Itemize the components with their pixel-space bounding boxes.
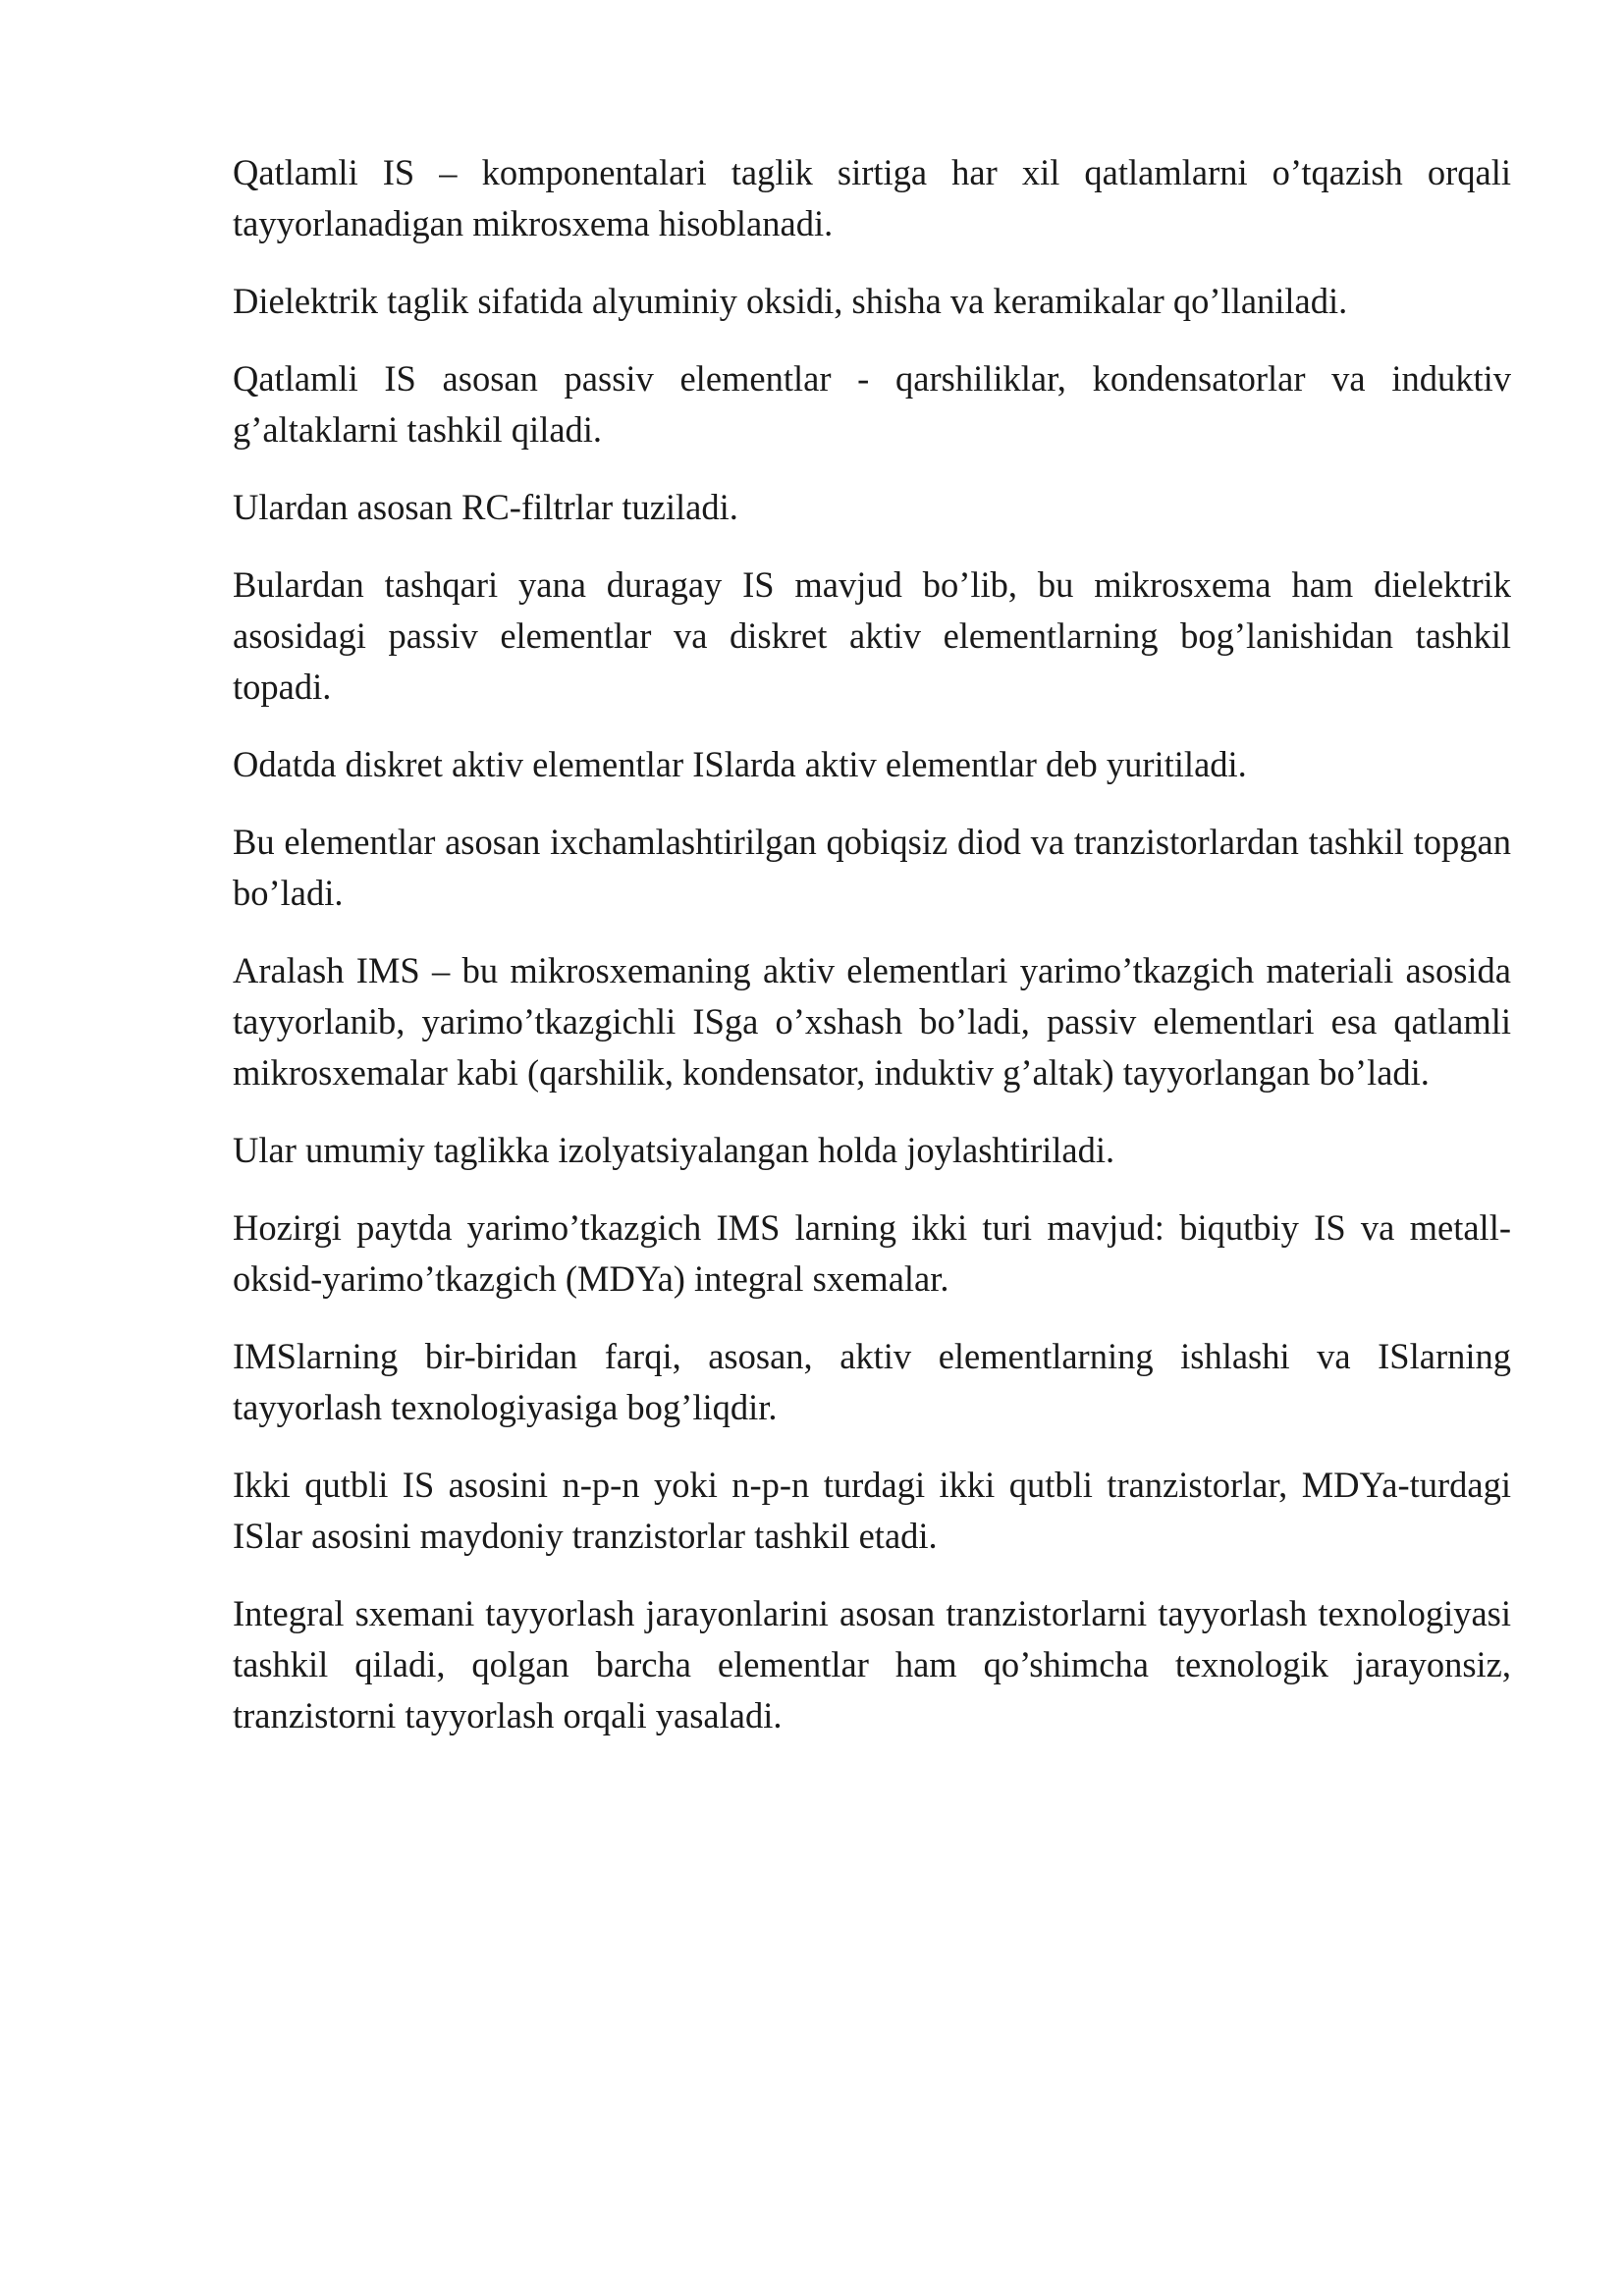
paragraph: Qatlamli IS – komponentalari taglik sirtiga har xil qatlamlarni o’tqazish orqali tayyorlanadigan mikrosxema hisoblanadi. — [233, 152, 1511, 243]
paragraph: Ular umumiy taglikka izolyatsiyalangan holda joylashtiriladi. — [233, 1130, 1115, 1170]
paragraph: IMSlarning bir-biridan farqi, asosan, aktiv elementlarning ishlashi va ISlarning tayyorlash texnologiyasiga bog’liqdir. — [233, 1336, 1511, 1427]
paragraph: Ikki qutbli IS asosini n-p-n yoki n-p-n turdagi ikki qutbli tranzistorlar, MDYa-turdagi ISlar asosini maydoniy tranzistorlar tashkil etadi. — [233, 1465, 1511, 1556]
paragraph: Bulardan tashqari yana duragay IS mavjud bo’lib, bu mikrosxema ham dielektrik asosidagi passiv elementlar va diskret aktiv elementlarning bog’lanishidan tashkil topadi. — [233, 564, 1511, 707]
paragraph: Dielektrik taglik sifatida alyuminiy oksidi, shisha va keramikalar qo’llaniladi. — [233, 281, 1348, 321]
paragraph: Qatlamli IS asosan passiv elementlar - qarshiliklar, kondensatorlar va induktiv g’altaklarni tashkil qiladi. — [233, 358, 1511, 450]
paragraph: Odatda diskret aktiv elementlar ISlarda aktiv elementlar deb yuritiladi. — [233, 744, 1247, 784]
paragraph: Integral sxemani tayyorlash jarayonlarini asosan tranzistorlarni tayyorlash texnologiyasi tashkil qiladi, qolgan barcha elementlar ham qo’shimcha texnologik jarayonsiz, tranzistorni tayyorlash orqali yasaladi. — [233, 1593, 1511, 1735]
paragraph: Aralash IMS – bu mikrosxemaning aktiv elementlari yarimo’tkazgich materiali asosida tayyorlanib, yarimo’tkazgichli ISga o’xshash bo’ladi, passiv elementlari esa qatlamli mikrosxemalar kabi (qarshilik, kondensator, induktiv g’altak) tayyorlangan bo’ladi. — [233, 950, 1511, 1093]
paragraph: Bu elementlar asosan ixchamlashtirilgan qobiqsiz diod va tranzistorlardan tashkil topgan bo’ladi. — [233, 822, 1511, 913]
paragraph: Ulardan asosan RC-filtrlar tuziladi. — [233, 487, 738, 527]
document-body — [233, 147, 1511, 1768]
paragraph: Hozirgi paytda yarimo’tkazgich IMS larning ikki turi mavjud: biqutbiy IS va metall-oksid-yarimo’tkazgich (MDYa) integral sxemalar. — [233, 1207, 1511, 1299]
